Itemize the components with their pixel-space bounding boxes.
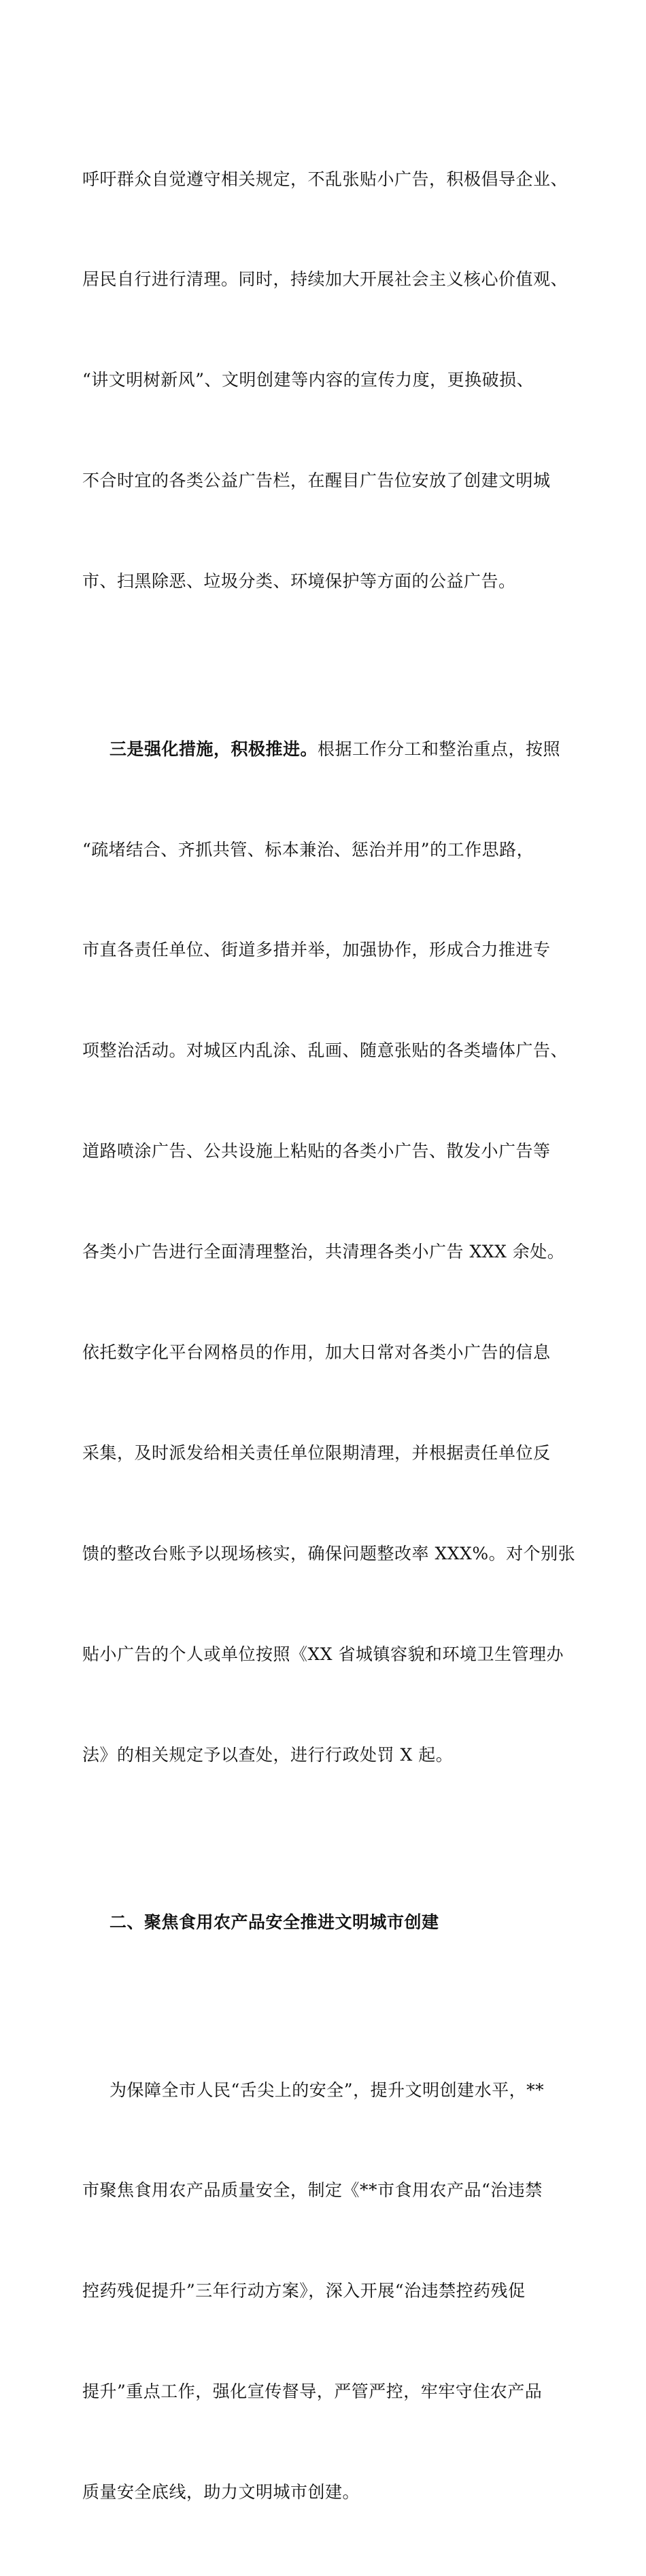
text-line: 呼吁群众自觉遵守相关规定，不乱张贴小广告，积极倡导企业、 [82,169,568,189]
text-line: “疏堵结合、齐抓共管、标本兼治、惩治并用”的工作思路， [82,839,534,860]
text-line: “讲文明树新风”、文明创建等内容的宣传力度，更换破损、 [82,370,534,390]
text-line: 不合时宜的各类公益广告栏，在醒目广告位安放了创建文明城 [82,471,551,491]
document-body [82,95,576,2576]
text-line: 提升”重点工作，强化宣传督导，严管严控，牢牢守住农产品 [82,2382,543,2402]
text-line: 道路喷涂广告、公共设施上粘贴的各类小广告、散发小广告等 [82,1141,551,1162]
lead-in-rest: 根据工作分工和整治重点，按照 [318,739,561,759]
text-line: 质量安全底线，助力文明城市创建。 [82,2482,360,2503]
paragraph-food-safety [82,2006,566,2576]
section-heading [82,1838,566,2005]
text-line: 项整治活动。对城区内乱涂、乱画、随意张贴的各类墙体广告、 [82,1040,568,1061]
text-line: 居民自行进行清理。同时，持续加大开展社会主义核心价值观、 [82,269,568,290]
text-line: 依托数字化平台网格员的作用，加大日常对各类小广告的信息 [82,1342,551,1362]
text-line: 市、扫黑除恶、垃圾分类、环境保护等方面的公益广告。 [82,571,516,592]
text-line: 法》的相关规定予以查处，进行行政处罚 X 起。 [82,1744,454,1765]
text-line [82,732,566,766]
text-line: 采集，及时派发给相关责任单位限期清理，并根据责任单位反 [82,1442,551,1463]
text-line: 馈的整改台账予以现场核实，确保问题整改率 XXX%。对个别张 [82,1543,576,1563]
text-line: 各类小广告进行全面清理整治，共清理各类小广告 XXX 余处。 [82,1242,565,1262]
paragraph-publicity [82,95,566,665]
text-line: 控药残促提升”三年行动方案》，深入开展“治违禁控药残促 [82,2281,526,2301]
text-line: 市聚焦食用农产品质量安全，制定《**市食用农产品“治违禁 [82,2180,543,2201]
section-title: 二、聚焦食用农产品安全推进文明城市创建 [109,1912,439,1933]
text-line: 贴小广告的个人或单位按照《XX 省城镇容貌和环境卫生管理办 [82,1644,564,1664]
paragraph-measures [82,665,576,1838]
text-line: 为保障全市人民“舌尖上的安全”，提升文明创建水平，** [109,2080,545,2100]
text-line: 市直各责任单位、街道多措并举，加强协作，形成合力推进专 [82,940,551,960]
lead-in-heading: 三是强化措施，积极推进。 [109,739,318,759]
